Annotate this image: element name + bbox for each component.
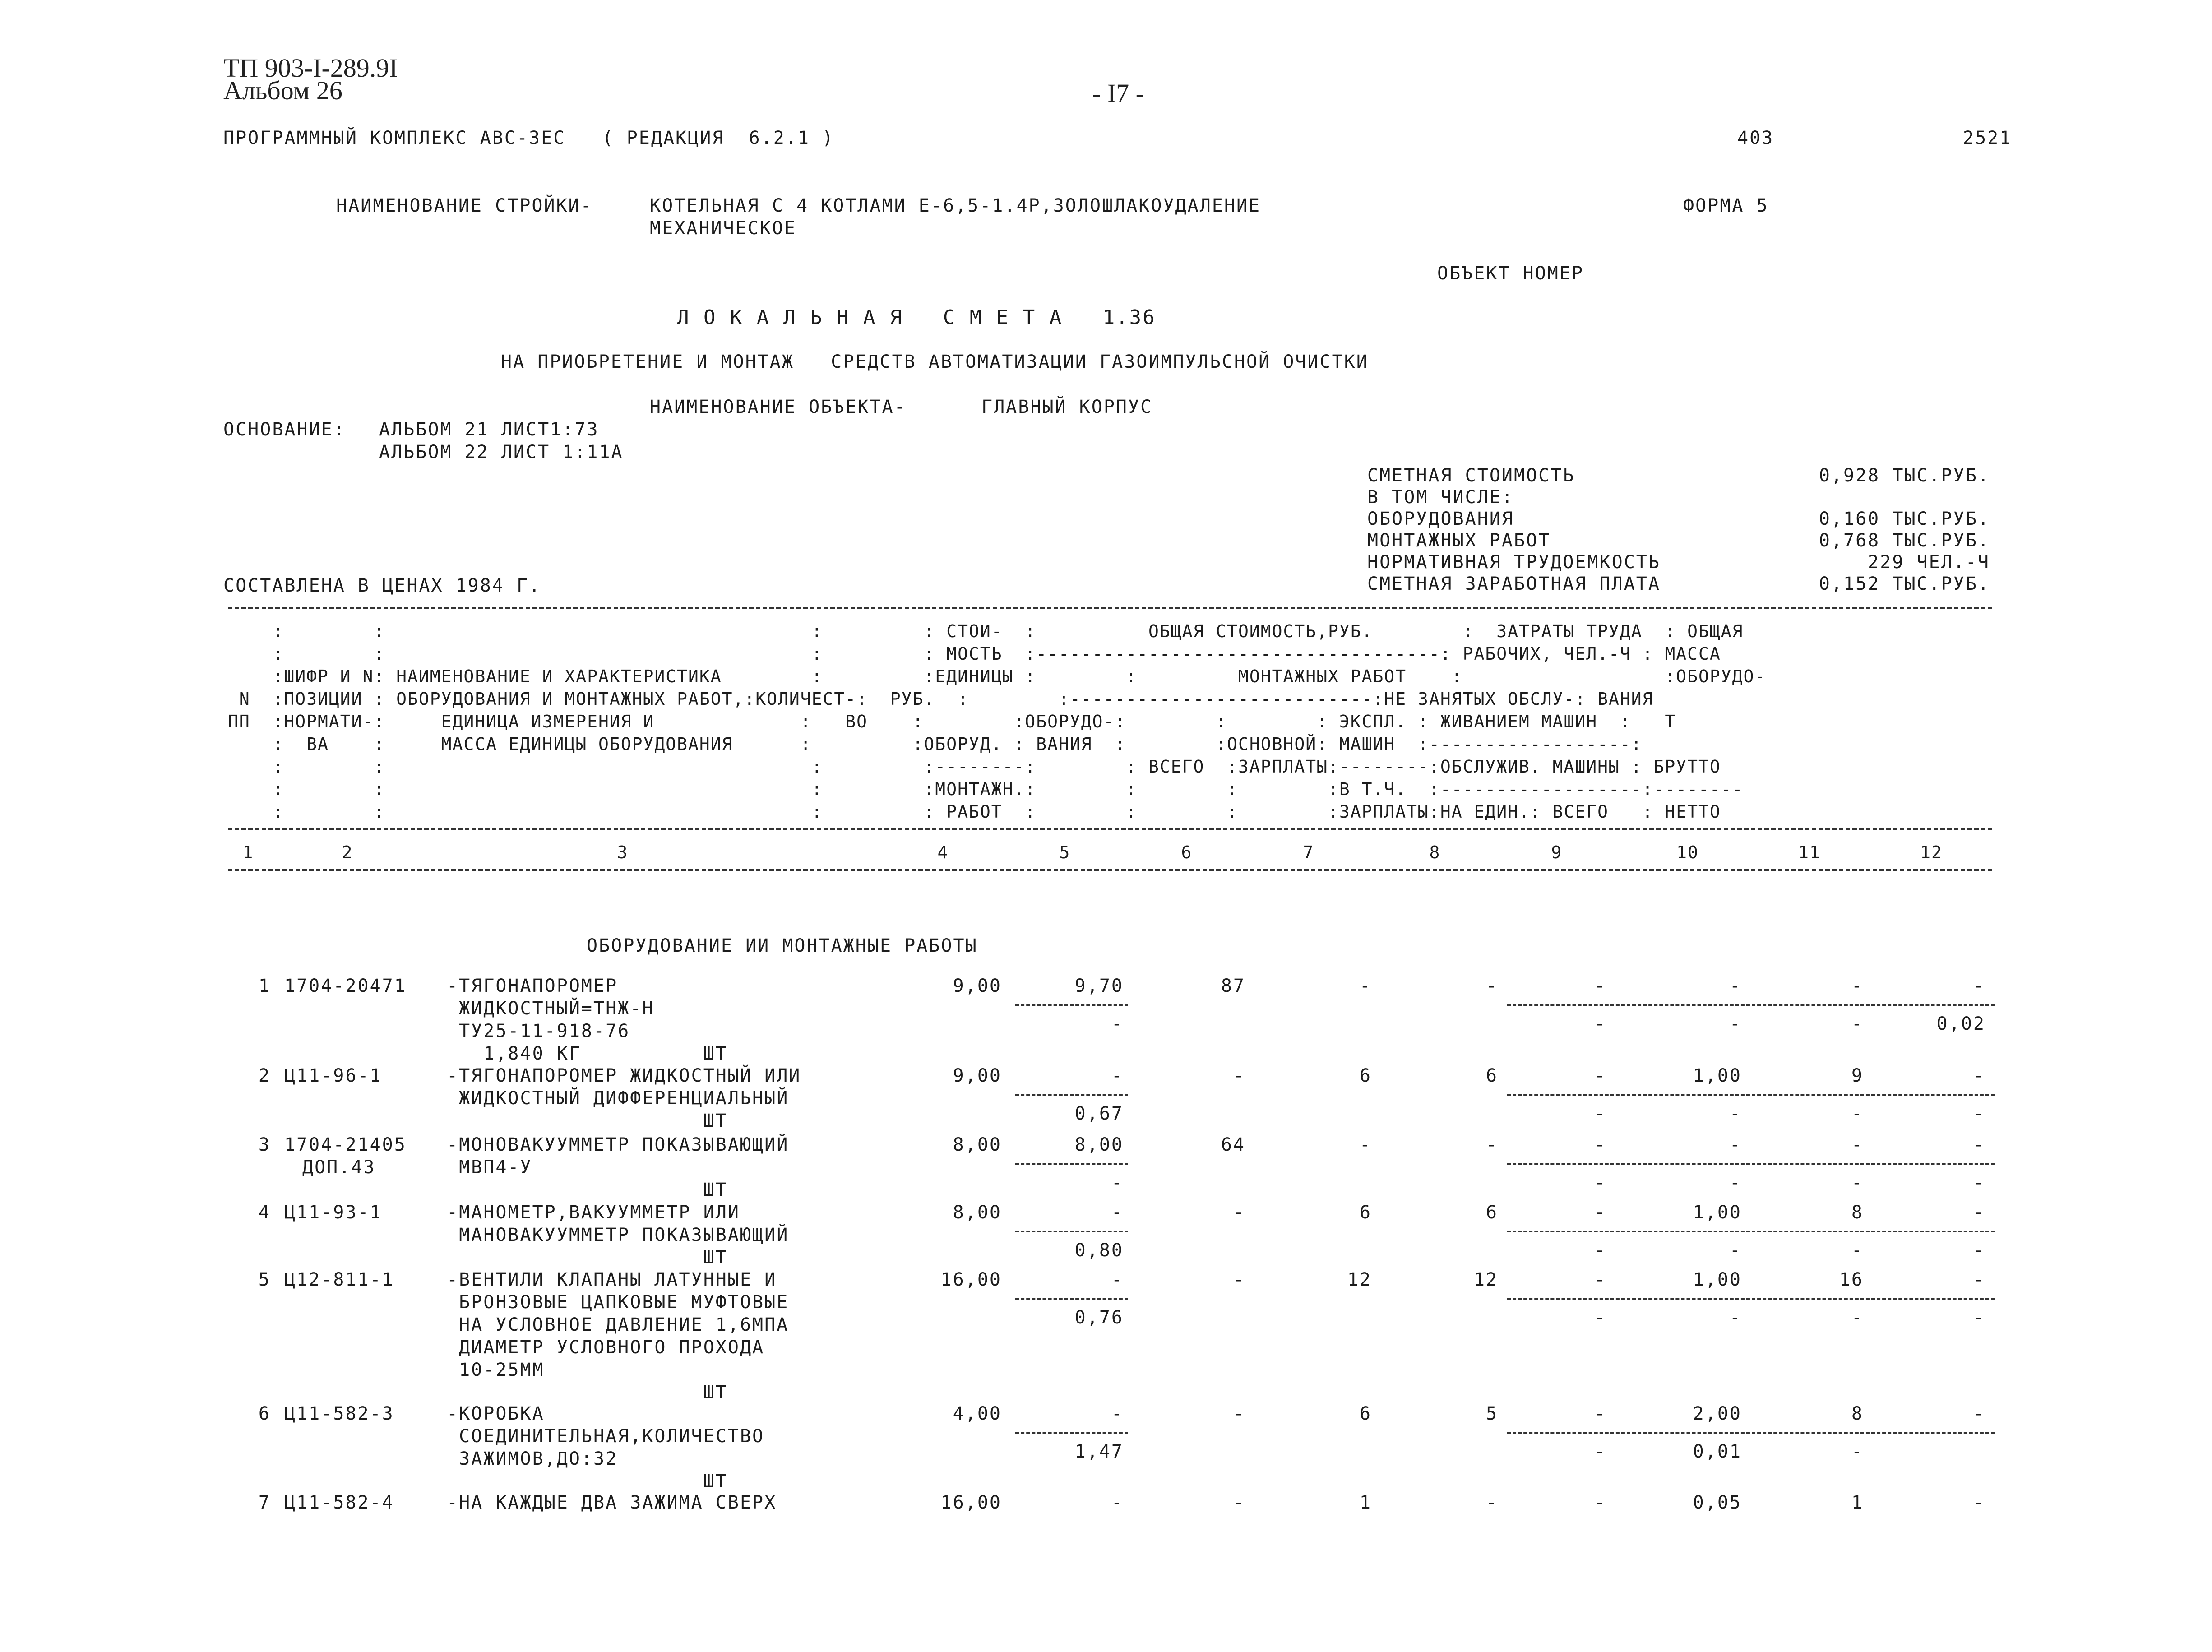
summary-label: СМЕТНАЯ СТОИМОСТЬ [1367,465,1575,486]
summary-label: ОБОРУДОВАНИЯ [1367,509,1514,529]
row-machine-operation: - [1594,1403,1606,1424]
table-header-line: : ВА : МАССА ЕДИНИЦЫ ОБОРУДОВАНИЯ : :ОБОРУД. : ВАНИЯ : :ОСНОВНОЙ: МАШИН :------------------: [228,734,1643,754]
cell-separator [1015,1004,1128,1006]
smeta-title: Л О К А Л Ь Н А Я С М Е Т А 1.36 [677,306,1156,329]
row-code: 1704-21405 [284,1134,407,1155]
osnovanie-line-2: АЛЬБОМ 22 ЛИСТ 1:11А [379,442,624,463]
column-number: 11 [1798,842,1821,862]
row-equipment-total: - [1233,1065,1245,1086]
cell-separator [1507,1231,1995,1232]
stroika-line-1: КОТЕЛЬНАЯ С 4 КОТЛАМИ Е-6,5-1.4Р,ЗОЛОШЛАКОУДАЛЕНИЕ [650,195,1261,216]
row-base-salary: 12 [1473,1269,1498,1290]
row-description: ЗАЖИМОВ,ДО:32 [447,1448,618,1469]
row-unit-cost-install: - [1111,1172,1124,1193]
row-labor-total: 16 [1839,1269,1864,1290]
row-description: ШТ [447,1111,728,1131]
column-number: 1 [242,842,254,862]
row-equipment-total: - [1233,1403,1245,1424]
row-machine-salary: - [1594,1240,1606,1261]
column-number: 8 [1429,842,1441,862]
summary-value: 0,152 ТЫС.РУБ. [1819,574,1990,594]
row-mass-gross: - [1973,976,1985,996]
summary-value: 0,160 ТЫС.РУБ. [1819,509,1990,529]
object-name-label: НАИМЕНОВАНИЕ ОБЪЕКТА- [650,397,907,417]
row-description: -МОНОВАКУУММЕТР ПОКАЗЫВАЮЩИЙ [447,1134,789,1155]
row-machine-salary: - [1594,1172,1606,1193]
row-unit-cost-install: 0,80 [1074,1240,1124,1261]
table-header-line: : : : : РАБОТ : : : :ЗАРПЛАТЫ:НА ЕДИН.: ВСЕГО : НЕТТО [228,802,1721,822]
row-unit-cost-equipment: - [1111,1269,1124,1290]
row-labor-per-unit: - [1729,1134,1742,1155]
table-header-line: : : : :МОНТАЖН.: : : :В Т.Ч. :------------------:-------- [228,779,1744,799]
row-mass-net: 0,02 [1936,1013,1985,1034]
row-mass-net: - [1973,1172,1985,1193]
row-mass-gross: - [1973,1065,1985,1086]
row-quantity: 8,00 [953,1134,1002,1155]
row-install-total: 6 [1359,1065,1372,1086]
row-install-total: 6 [1359,1202,1372,1223]
row-number: 7 [258,1492,271,1513]
column-number: 7 [1303,842,1314,862]
table-rule [228,828,1992,830]
row-equipment-total: 64 [1221,1134,1245,1155]
summary-label: СМЕТНАЯ ЗАРАБОТНАЯ ПЛАТА [1367,574,1661,594]
row-machine-operation: - [1594,1065,1606,1086]
row-equipment-total: - [1233,1269,1245,1290]
column-number: 3 [617,842,629,862]
summary-label: МОНТАЖНЫХ РАБОТ [1367,530,1551,551]
row-labor-total: 8 [1851,1202,1864,1223]
row-base-salary: 6 [1485,1202,1498,1223]
table-header-line: : : : :--------: : ВСЕГО :ЗАРПЛАТЫ:--------:ОБСЛУЖИВ. МАШИНЫ : БРУТТО [228,757,1721,777]
cell-separator [1507,1004,1995,1006]
row-unit-cost-equipment: 8,00 [1074,1134,1124,1155]
row-equipment-total: - [1233,1492,1245,1513]
row-code: Ц12-811-1 [284,1269,394,1290]
row-code: 1704-20471 [284,976,407,996]
forma-label: ФОРМА 5 [1683,195,1769,216]
cell-separator [1507,1432,1995,1434]
row-quantity: 4,00 [953,1403,1002,1424]
summary-value: 229 ЧЕЛ.-Ч [1868,552,1990,573]
row-code: Ц11-93-1 [284,1202,382,1223]
row-labor-machine-unit: - [1729,1103,1742,1124]
row-description: -ТЯГОНАПОРОМЕР ЖИДКОСТНЫЙ ИЛИ [447,1065,801,1086]
row-number: 5 [258,1269,271,1290]
cell-separator [1015,1094,1128,1096]
stroika-line-2: МЕХАНИЧЕСКОЕ [650,218,796,239]
table-header-line: :ШИФР И N: НАИМЕНОВАНИЕ И ХАРАКТЕРИСТИКА : :ЕДИНИЦЫ : : МОНТАЖНЫХ РАБОТ : :ОБОРУДО- [228,666,1766,686]
row-number: 2 [258,1065,271,1086]
row-mass-gross: - [1973,1202,1985,1223]
row-unit-cost-equipment: - [1111,1202,1124,1223]
row-machine-operation: - [1594,1134,1606,1155]
row-quantity: 16,00 [940,1269,1002,1290]
row-number: 1 [258,976,271,996]
table-header-line: : : : : СТОИ- : ОБЩАЯ СТОИМОСТЬ,РУБ. : ЗАТРАТЫ ТРУДА : ОБЩАЯ [228,621,1744,641]
row-description: ШТ [447,1471,728,1492]
object-number: ОБЪЕКТ НОМЕР [1437,263,1584,284]
column-number: 4 [937,842,949,862]
osnovanie-line-1: АЛЬБОМ 21 ЛИСТ1:73 [379,419,599,440]
row-machine-salary: - [1594,1013,1606,1034]
cell-separator [1015,1163,1128,1165]
row-quantity: 16,00 [940,1492,1002,1513]
object-name: ГЛАВНЫЙ КОРПУС [981,397,1153,417]
column-number: 6 [1181,842,1193,862]
osnovanie-label: ОСНОВАНИЕ: [223,419,346,440]
column-number: 12 [1920,842,1943,862]
row-machine-salary: - [1594,1441,1606,1462]
smeta-subtitle: НА ПРИОБРЕТЕНИЕ И МОНТАЖ СРЕДСТВ АВТОМАТИЗАЦИИ ГАЗОИМПУЛЬСНОЙ ОЧИСТКИ [501,352,1369,372]
row-mass-gross: - [1973,1134,1985,1155]
row-labor-total: 9 [1851,1065,1864,1086]
row-code: Ц11-582-3 [284,1403,394,1424]
row-equipment-total: - [1233,1202,1245,1223]
row-labor-machine-total: - [1851,1172,1864,1193]
doc-code: ТП 903-I-289.9I [223,53,398,83]
row-description: ШТ [447,1180,728,1200]
row-base-salary: 6 [1485,1065,1498,1086]
row-description: -ТЯГОНАПОРОМЕР [447,976,618,996]
row-unit-cost-equipment: - [1111,1065,1124,1086]
row-mass-net: - [1973,1240,1985,1261]
row-description: ДИАМЕТР УСЛОВНОГО ПРОХОДА [447,1337,765,1358]
row-labor-per-unit: - [1729,976,1742,996]
row-install-total: - [1359,976,1372,996]
row-machine-operation: - [1594,1269,1606,1290]
row-base-salary: - [1485,1492,1498,1513]
cell-separator [1507,1163,1995,1165]
row-description: ШТ [447,1382,728,1403]
prices-note: СОСТАВЛЕНА В ЦЕНАХ 1984 Г. [223,575,541,596]
row-description: -МАНОМЕТР,ВАКУУММЕТР ИЛИ [447,1202,740,1223]
row-description: МАНОВАКУУММЕТР ПОКАЗЫВАЮЩИЙ [447,1225,789,1245]
row-description: 1,840 КГ ШТ [447,1043,728,1064]
row-code: Ц11-582-4 [284,1492,394,1513]
row-labor-machine-unit: - [1729,1307,1742,1328]
cell-separator [1015,1231,1128,1232]
row-labor-machine-unit: - [1729,1013,1742,1034]
row-number: 4 [258,1202,271,1223]
row-unit-cost-install: - [1111,1013,1124,1034]
row-unit-cost-install: 0,67 [1074,1103,1124,1124]
summary-label: В ТОМ ЧИСЛЕ: [1367,487,1514,508]
row-description: НА УСЛОВНОЕ ДАВЛЕНИЕ 1,6МПА [447,1314,789,1335]
row-labor-total: 8 [1851,1403,1864,1424]
row-labor-per-unit: 2,00 [1693,1403,1742,1424]
row-machine-salary: - [1594,1307,1606,1328]
row-mass-net: - [1973,1307,1985,1328]
row-unit-cost-equipment: - [1111,1403,1124,1424]
row-mass-gross: - [1973,1403,1985,1424]
cell-separator [1507,1298,1995,1300]
row-unit-cost-equipment: - [1111,1492,1124,1513]
album-label: Альбом 26 [223,76,342,105]
column-number: 9 [1551,842,1563,862]
row-mass-net: - [1973,1103,1985,1124]
row-number: 3 [258,1134,271,1155]
row-code-extra: ДОП.43 [302,1157,376,1178]
row-labor-per-unit: 0,05 [1693,1492,1742,1513]
row-labor-total: 1 [1851,1492,1864,1513]
row-install-total: - [1359,1134,1372,1155]
row-base-salary: 5 [1485,1403,1498,1424]
row-labor-total: - [1851,976,1864,996]
row-description: -НА КАЖДЫЕ ДВА ЗАЖИМА СВЕРХ [447,1492,777,1513]
page-number: - I7 - [1092,79,1144,108]
column-number: 5 [1059,842,1071,862]
row-labor-machine-total: - [1851,1307,1864,1328]
code-right: 2521 [1963,128,2012,148]
cell-separator [1507,1094,1995,1096]
stroika-label: НАИМЕНОВАНИЕ СТРОЙКИ- [336,195,593,216]
program-line: ПРОГРАММНЫЙ КОМПЛЕКС АВС-3ЕС ( РЕДАКЦИЯ 6.2.1 ) [223,128,835,148]
row-description: ШТ [447,1247,728,1268]
row-machine-salary: - [1594,1103,1606,1124]
column-number: 2 [342,842,353,862]
row-base-salary: - [1485,1134,1498,1155]
row-unit-cost-install: 0,76 [1074,1307,1124,1328]
table-rule [228,607,1992,609]
row-description: ТУ25-11-918-76 [447,1021,630,1041]
row-description: МВП4-У [447,1157,532,1178]
row-description: ЖИДКОСТНЫЙ=ТНЖ-Н [447,998,655,1019]
row-description: БРОНЗОВЫЕ ЦАПКОВЫЕ МУФТОВЫЕ [447,1292,789,1313]
row-equipment-total: 87 [1221,976,1245,996]
row-labor-per-unit: 1,00 [1693,1269,1742,1290]
table-header-line: : : : : МОСТЬ :------------------------------------: РАБОЧИХ, ЧЕЛ.-Ч : МАССА [228,644,1721,664]
row-mass-gross: - [1973,1269,1985,1290]
section-title: ОБОРУДОВАНИЕ ИИ МОНТАЖНЫЕ РАБОТЫ [587,935,978,956]
row-labor-machine-unit: - [1729,1240,1742,1261]
row-description: -КОРОБКА [447,1403,545,1424]
row-install-total: 6 [1359,1403,1372,1424]
row-labor-machine-total: - [1851,1013,1864,1034]
table-rule [228,869,1992,871]
table-header-line: N :ПОЗИЦИИ : ОБОРУДОВАНИЯ И МОНТАЖНЫХ РАБОТ,:КОЛИЧЕСТ-: РУБ. : :---------------------------:НЕ ЗАНЯТЫХ ОБСЛУ-: ВАНИЯ [228,689,1654,709]
row-labor-machine-total: - [1851,1103,1864,1124]
row-quantity: 9,00 [953,976,1002,996]
row-quantity: 9,00 [953,1065,1002,1086]
row-labor-machine-total: - [1851,1240,1864,1261]
column-number: 10 [1676,842,1699,862]
row-machine-operation: - [1594,1202,1606,1223]
table-header-line: ПП :НОРМАТИ-: ЕДИНИЦА ИЗМЕРЕНИЯ И : ВО : :ОБОРУДО-: : : ЭКСПЛ. : ЖИВАНИЕМ МАШИН : Т [228,712,1676,731]
row-number: 6 [258,1403,271,1424]
row-mass-gross: - [1973,1492,1985,1513]
row-unit-cost-install: 1,47 [1074,1441,1124,1462]
row-install-total: 1 [1359,1492,1372,1513]
row-labor-per-unit: 1,00 [1693,1202,1742,1223]
row-description: 10-25ММ [447,1360,545,1380]
row-description: СОЕДИНИТЕЛЬНАЯ,КОЛИЧЕСТВО [447,1426,765,1447]
row-code: Ц11-96-1 [284,1065,382,1086]
row-labor-machine-unit: - [1729,1172,1742,1193]
row-labor-machine-unit: 0,01 [1693,1441,1742,1462]
row-unit-cost-equipment: 9,70 [1074,976,1124,996]
summary-value: 0,768 ТЫС.РУБ. [1819,530,1990,551]
row-quantity: 8,00 [953,1202,1002,1223]
summary-label: НОРМАТИВНАЯ ТРУДОЕМКОСТЬ [1367,552,1661,573]
cell-separator [1015,1432,1128,1434]
row-labor-total: - [1851,1134,1864,1155]
cell-separator [1015,1298,1128,1300]
summary-value: 0,928 ТЫС.РУБ. [1819,465,1990,486]
row-labor-machine-total: - [1851,1441,1864,1462]
row-description: ЖИДКОСТНЫЙ ДИФФЕРЕНЦИАЛЬНЫЙ [447,1088,789,1109]
row-base-salary: - [1485,976,1498,996]
row-machine-operation: - [1594,1492,1606,1513]
code-left: 403 [1737,128,1774,148]
row-description: -ВЕНТИЛИ КЛАПАНЫ ЛАТУННЫЕ И [447,1269,777,1290]
row-labor-per-unit: 1,00 [1693,1065,1742,1086]
row-install-total: 12 [1347,1269,1372,1290]
row-machine-operation: - [1594,976,1606,996]
